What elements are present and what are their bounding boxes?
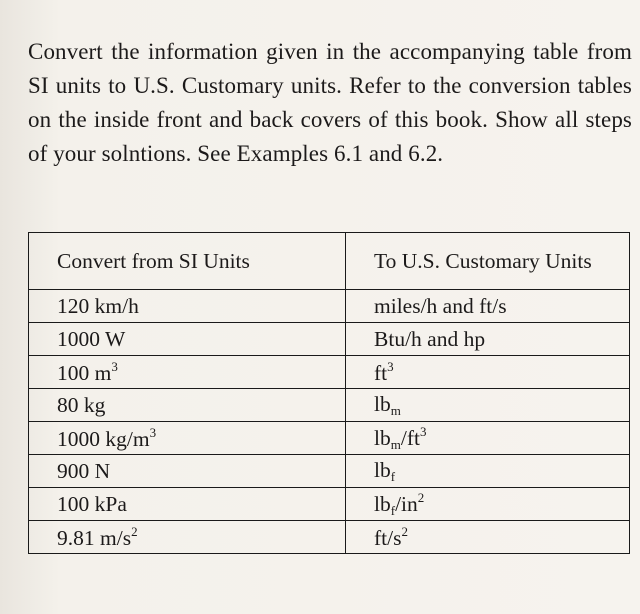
us-unit-cell: $lb_f/in^2$ — [346, 488, 630, 521]
si-value-cell: 1000 $kg/m^3$ — [29, 422, 346, 455]
us-unit-cell: Btu/h and hp — [346, 323, 630, 356]
table-row — [29, 422, 630, 455]
si-value-cell: 900 N — [29, 455, 346, 488]
si-value-cell: 1000 W — [29, 323, 346, 356]
table-header-row — [29, 233, 630, 290]
us-unit-cell: $ft^3$ — [346, 356, 630, 389]
us-unit-cell: $lb_m/ft^3$ — [346, 422, 630, 455]
us-unit-cell: $lb_m$ — [346, 389, 630, 422]
problem-instructions: Convert the information given in the accompanying table from SI units to U.S. Customary units. Refer to the conversion tables on the inside front and back covers of this book. Show all steps of your solntions. See Examples 6.1 and 6.2. — [28, 39, 632, 166]
table-row — [29, 356, 630, 389]
table-row — [29, 455, 630, 488]
table-row — [29, 323, 630, 356]
us-unit-cell: $ft/s^2$ — [346, 521, 630, 554]
table-row — [29, 290, 630, 323]
table-row — [29, 521, 630, 554]
header-us-units: To U.S. Customary Units — [346, 233, 630, 290]
si-value-cell: 80 kg — [29, 389, 346, 422]
table-row — [29, 488, 630, 521]
us-unit-cell: miles/h and ft/s — [346, 290, 630, 323]
conversion-table — [28, 232, 630, 554]
us-unit-cell: $lb_f$ — [346, 455, 630, 488]
si-value-cell: 9.81 $m/s^2$ — [29, 521, 346, 554]
table-row — [29, 389, 630, 422]
si-value-cell: 100 kPa — [29, 488, 346, 521]
si-value-cell: 100 $m^3$ — [29, 356, 346, 389]
si-value-cell: 120 km/h — [29, 290, 346, 323]
header-si-units: Convert from SI Units — [29, 233, 346, 290]
